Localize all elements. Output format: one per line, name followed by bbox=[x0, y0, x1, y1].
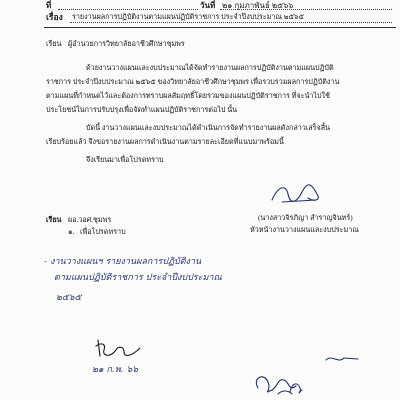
doc-number-label: ที่ bbox=[46, 1, 52, 10]
handwritten-note-line1: - งานวางแผนฯ รายงานผลการปฏิบัติงาน bbox=[44, 257, 202, 267]
signatory-position: หัวหน้างานวางแผนและงบประมาณ bbox=[250, 226, 359, 234]
signatory-name: (นางสาวจิรภิญา สำราญจินทร์) bbox=[258, 214, 353, 222]
handwritten-date-note: ๒๑ ก.พ. ๖๖ bbox=[92, 365, 138, 375]
subject-text: รายงานผลการปฏิบัติงานตามแผนปฏิบัติราชการ ประจำปีงบประมาณ ๒๕๖๕ bbox=[72, 13, 305, 21]
director-signature bbox=[94, 336, 144, 362]
body-paragraph2-line1: บัดนี้ งานวางแผนและงบประมาณได้ดำเนินการจัดทำรายงานผลดังกล่าวเสร็จสิ้น bbox=[86, 124, 331, 132]
handwritten-note-line3: ๒๕๖๕ bbox=[56, 293, 82, 303]
date-label: วันที่ bbox=[200, 1, 216, 10]
subject-label: เรื่อง bbox=[46, 12, 63, 22]
salutation-label: เรียน bbox=[46, 40, 62, 48]
header-divider bbox=[44, 27, 396, 28]
body-paragraph2-line2: เรียบร้อยแล้ว จึงขอรายงานผลการดำเนินงานตามรายละเอียดที่แนบมาพร้อมนี้ bbox=[46, 138, 284, 146]
sender-signature bbox=[268, 180, 328, 210]
date-value: ๒๑ กุมภาพันธ์ ๒๕๖๖ bbox=[222, 1, 294, 10]
routing-to-text: ผอ.วอศ.ชุมพร bbox=[68, 216, 112, 224]
routing-item-number: ๑. bbox=[68, 228, 75, 236]
routing-item-text: เพื่อโปรดทราบ bbox=[80, 228, 126, 236]
body-paragraph1-line1: ด้วยงานวางแผนและงบประมาณได้จัดทำรายงานผลการปฏิบัติงานตามแผนปฏิบัติ bbox=[86, 64, 334, 72]
handwritten-note-line2: ตามแผนปฏิบัติราชการ ประจำปีงบประมาณ bbox=[54, 273, 222, 283]
date-dotted-line bbox=[220, 9, 392, 10]
body-paragraph1-line4: ประโยชน์ในการปรับปรุงเพื่อจัดทำแผนปฏิบัติราชการต่อไป นั้น bbox=[46, 106, 238, 114]
closing-text: จึงเรียนมาเพื่อโปรดทราบ bbox=[86, 156, 164, 164]
routing-to-label: เรียน bbox=[46, 216, 62, 224]
doc-number-dotted-line bbox=[58, 9, 198, 10]
subject-dotted-line bbox=[70, 22, 392, 23]
body-paragraph1-line3: ตามแผนที่กำหนดไว้และต้องการทราบผลสัมฤทธิ์โดยรวมของแผนปฏิบัติราชการ ที่จะนำไปใช้ bbox=[46, 92, 330, 100]
ink-flourish bbox=[286, 378, 306, 396]
initial-mark bbox=[322, 352, 362, 366]
salutation-text: ผู้อำนวยการวิทยาลัยอาชีวศึกษาชุมพร bbox=[68, 40, 185, 48]
body-paragraph1-line2: ราชการ ประจำปีงบประมาณ ๒๕๖๕ ของวิทยาลัยอาชีวศึกษาชุมพร เพื่อรวบรวมผลการปฏิบัติงาน bbox=[46, 78, 340, 86]
